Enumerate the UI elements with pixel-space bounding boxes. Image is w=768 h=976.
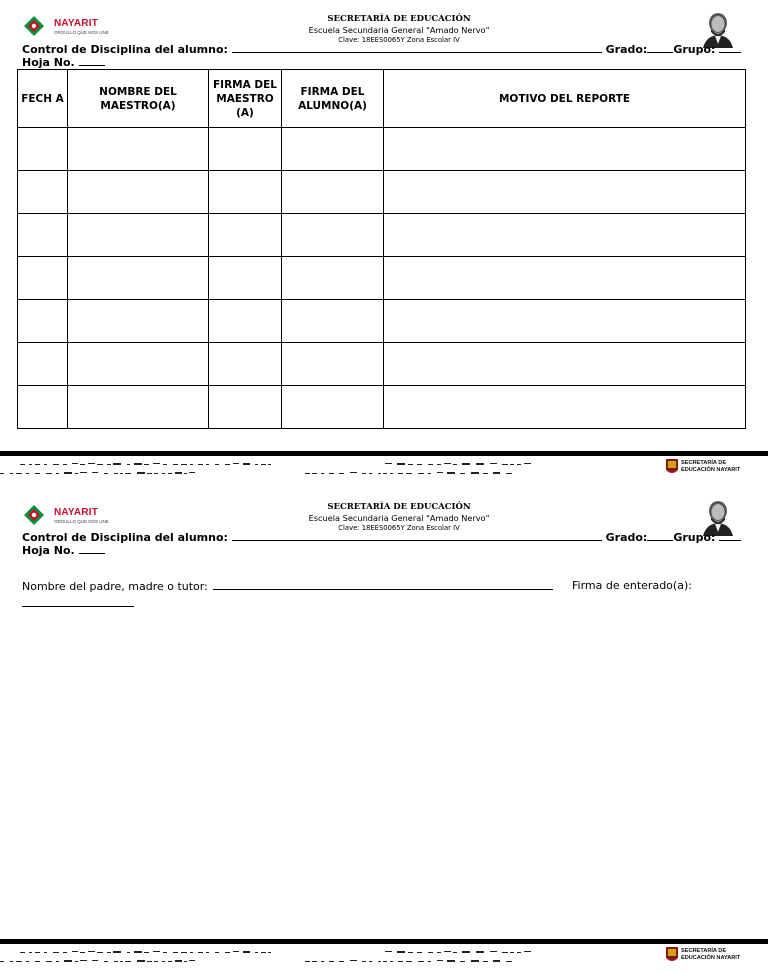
decorative-glyph <box>321 961 324 962</box>
tutor-line <box>22 579 553 593</box>
cell-fecha[interactable] <box>18 128 68 171</box>
decorative-glyph <box>26 473 29 474</box>
cell-fecha[interactable] <box>18 257 68 300</box>
col-header-fecha: FECH A <box>18 70 68 128</box>
decorative-glyph <box>215 952 219 953</box>
decorative-glyph <box>510 952 514 953</box>
decorative-glyph <box>255 952 258 953</box>
decorative-glyph <box>120 473 123 474</box>
hoja-field[interactable] <box>79 543 105 554</box>
decorative-glyph <box>80 960 87 961</box>
decorative-glyph <box>305 473 310 474</box>
decorative-glyph <box>397 951 405 953</box>
cell-motivo[interactable] <box>384 171 746 214</box>
decorative-glyph <box>408 952 413 953</box>
decorative-glyph <box>447 960 455 962</box>
decorative-glyph <box>437 960 443 961</box>
decorative-glyph <box>88 463 95 464</box>
discipline-table <box>17 69 746 429</box>
decorative-glyph <box>385 463 392 464</box>
cell-fecha[interactable] <box>18 171 68 214</box>
decorative-glyph <box>225 952 230 953</box>
decorative-glyph <box>29 952 32 953</box>
decorative-glyph <box>261 464 266 465</box>
firma-enterado-field[interactable] <box>22 606 134 607</box>
decorative-glyph <box>350 960 357 961</box>
decorative-glyph <box>233 951 239 952</box>
secretaria-nayarit-logo <box>666 947 746 965</box>
decorative-glyph <box>305 961 310 962</box>
cell-motivo[interactable] <box>384 343 746 386</box>
decorative-glyph <box>173 464 178 465</box>
decorative-glyph <box>184 961 187 962</box>
decorative-glyph <box>198 952 203 953</box>
decorative-glyph <box>35 473 40 474</box>
cell-maestro[interactable] <box>68 128 209 171</box>
decorative-glyph <box>406 961 412 962</box>
decorative-glyph <box>53 464 59 465</box>
col-header-motivo: MOTIVO DEL REPORTE <box>384 70 746 128</box>
decorative-glyph <box>46 473 52 474</box>
decorative-glyph <box>189 960 195 961</box>
col-header-firma-maestro: FIRMA DEL MAESTRO (A) <box>209 70 282 128</box>
cell-maestro[interactable] <box>68 214 209 257</box>
decorative-glyph <box>268 464 271 465</box>
decorative-glyph <box>80 952 85 953</box>
decorative-glyph <box>418 961 424 962</box>
decorative-glyph <box>56 473 59 474</box>
decorative-glyph <box>506 473 512 474</box>
secretaria-shield-icon <box>666 947 678 964</box>
decorative-glyph <box>398 961 403 962</box>
decorative-glyph <box>72 463 78 464</box>
decorative-glyph <box>233 463 239 464</box>
cell-firma-alumno[interactable] <box>282 128 384 171</box>
decorative-glyph <box>189 472 195 473</box>
footer-decorative-glyphs <box>0 947 560 967</box>
decorative-glyph <box>163 464 167 465</box>
decorative-glyph <box>369 961 372 962</box>
school-name: Escuela Secundaria General "Amado Nervo" <box>308 513 490 523</box>
footer-decorative-glyphs <box>0 459 560 479</box>
decorative-glyph <box>154 961 158 962</box>
decorative-glyph <box>162 473 165 474</box>
decorative-glyph <box>190 952 193 953</box>
decorative-glyph <box>137 472 145 474</box>
cell-fecha[interactable] <box>18 343 68 386</box>
school-clave: Clave: 18EES0065Y Zona Escolar IV <box>338 524 460 532</box>
decorative-glyph <box>378 961 381 962</box>
decorative-glyph <box>490 463 497 464</box>
control-label: Control de Disciplina del alumno: <box>22 43 228 56</box>
cell-firma-alumno[interactable] <box>282 343 384 386</box>
decorative-glyph <box>428 473 431 474</box>
table-row <box>18 300 746 343</box>
decorative-glyph <box>80 472 87 473</box>
hoja-label: Hoja No. <box>22 56 75 69</box>
decorative-glyph <box>428 464 433 465</box>
decorative-glyph <box>97 464 103 465</box>
decorative-glyph <box>0 473 4 474</box>
decorative-glyph <box>162 961 165 962</box>
decorative-glyph <box>29 464 32 465</box>
decorative-glyph <box>206 464 209 465</box>
decorative-glyph <box>506 961 512 962</box>
decorative-glyph <box>339 473 344 474</box>
decorative-glyph <box>362 961 366 962</box>
decorative-glyph <box>493 960 500 962</box>
cell-maestro[interactable] <box>68 386 209 429</box>
decorative-glyph <box>35 952 40 953</box>
decorative-glyph <box>406 473 412 474</box>
decorative-glyph <box>369 473 372 474</box>
decorative-glyph <box>261 952 266 953</box>
decorative-glyph <box>312 961 317 962</box>
decorative-glyph <box>517 952 521 953</box>
decorative-glyph <box>120 961 123 962</box>
decorative-glyph <box>418 473 424 474</box>
control-line <box>22 42 748 56</box>
cell-firma-alumno[interactable] <box>282 300 384 343</box>
cell-firma-alumno[interactable] <box>282 386 384 429</box>
firma-enterado-label: Firma de enterado(a): <box>572 579 692 592</box>
decorative-glyph <box>339 961 344 962</box>
alumno-field[interactable] <box>232 530 602 541</box>
cell-maestro[interactable] <box>68 257 209 300</box>
cell-fecha[interactable] <box>18 300 68 343</box>
decorative-glyph <box>483 961 488 962</box>
decorative-glyph <box>127 464 130 465</box>
decorative-glyph <box>390 473 393 474</box>
cell-firma-alumno[interactable] <box>282 214 384 257</box>
grupo-label: Grupo: <box>673 531 716 544</box>
decorative-glyph <box>10 473 13 474</box>
decorative-glyph <box>63 464 67 465</box>
col-header-maestro: NOMBRE DEL MAESTRO(A) <box>68 70 209 128</box>
decorative-glyph <box>56 961 59 962</box>
decorative-glyph <box>137 960 145 962</box>
page-footer-band <box>0 939 768 965</box>
decorative-glyph <box>444 463 451 464</box>
cell-maestro[interactable] <box>68 171 209 214</box>
decorative-glyph <box>243 951 250 953</box>
cell-motivo[interactable] <box>384 128 746 171</box>
decorative-glyph <box>417 464 422 465</box>
decorative-glyph <box>181 952 187 953</box>
nayarit-logo <box>24 14 114 44</box>
cell-motivo[interactable] <box>384 257 746 300</box>
table-row <box>18 343 746 386</box>
cell-motivo[interactable] <box>384 214 746 257</box>
form-header <box>200 14 598 45</box>
table-row <box>18 214 746 257</box>
table-row <box>18 386 746 429</box>
decorative-glyph <box>104 961 108 962</box>
decorative-glyph <box>329 473 334 474</box>
decorative-glyph <box>444 951 451 952</box>
decorative-glyph <box>471 472 479 474</box>
footer-logo-line2: EDUCACIÓN NAYARIT <box>681 955 741 961</box>
decorative-glyph <box>476 463 484 465</box>
decorative-glyph <box>215 464 219 465</box>
grupo-label: Grupo: <box>673 43 716 56</box>
decorative-glyph <box>144 464 149 465</box>
hoja-line <box>22 55 105 69</box>
decorative-glyph <box>53 952 59 953</box>
decorative-glyph <box>63 952 67 953</box>
decorative-glyph <box>524 951 531 952</box>
hoja-field[interactable] <box>79 55 105 66</box>
decorative-glyph <box>144 952 149 953</box>
cell-maestro[interactable] <box>68 300 209 343</box>
control-label: Control de Disciplina del alumno: <box>22 531 228 544</box>
decorative-glyph <box>312 473 317 474</box>
decorative-glyph <box>476 951 484 953</box>
decorative-glyph <box>80 464 85 465</box>
cell-firma-maestro[interactable] <box>209 257 282 300</box>
decorative-glyph <box>173 952 178 953</box>
decorative-glyph <box>125 961 131 962</box>
cell-fecha[interactable] <box>18 386 68 429</box>
decorative-glyph <box>92 960 98 961</box>
decorative-glyph <box>10 961 13 962</box>
decorative-glyph <box>362 473 366 474</box>
footer-rule <box>0 451 768 456</box>
decorative-glyph <box>483 473 488 474</box>
decorative-glyph <box>383 473 387 474</box>
decorative-glyph <box>447 472 455 474</box>
tutor-label: Nombre del padre, madre o tutor: <box>22 580 208 593</box>
decorative-glyph <box>134 951 142 953</box>
grado-label: Grado: <box>605 531 648 544</box>
decorative-glyph <box>390 961 393 962</box>
nayarit-brand-text: NAYARIT <box>54 18 99 29</box>
decorative-glyph <box>113 951 121 953</box>
control-line <box>22 530 748 544</box>
nayarit-emblem-icon <box>24 16 44 36</box>
decorative-glyph <box>64 960 72 962</box>
cell-firma-maestro[interactable] <box>209 300 282 343</box>
decorative-glyph <box>206 952 209 953</box>
decorative-glyph <box>107 952 111 953</box>
decorative-glyph <box>502 952 508 953</box>
cell-firma-alumno[interactable] <box>282 171 384 214</box>
nayarit-emblem-icon <box>24 505 44 525</box>
decorative-glyph <box>26 961 29 962</box>
decorative-glyph <box>92 472 98 473</box>
table-row <box>18 128 746 171</box>
decorative-glyph <box>46 961 52 962</box>
cell-fecha[interactable] <box>18 214 68 257</box>
decorative-glyph <box>175 472 182 474</box>
decorative-glyph <box>175 960 182 962</box>
decorative-glyph <box>510 464 514 465</box>
decorative-glyph <box>378 473 381 474</box>
grupo-field[interactable] <box>719 530 741 541</box>
decorative-glyph <box>460 473 465 474</box>
decorative-glyph <box>113 463 121 465</box>
decorative-glyph <box>408 464 413 465</box>
decorative-glyph <box>225 464 230 465</box>
school-name: Escuela Secundaria General "Amado Nervo" <box>308 25 490 35</box>
decorative-glyph <box>147 473 152 474</box>
grupo-field[interactable] <box>719 42 741 53</box>
secretaria-title: SECRETARÍA DE EDUCACIÓN <box>327 14 471 24</box>
decorative-glyph <box>437 952 441 953</box>
footer-logo-line2: EDUCACIÓN NAYARIT <box>681 467 741 473</box>
cell-motivo[interactable] <box>384 386 746 429</box>
decorative-glyph <box>329 961 334 962</box>
decorative-glyph <box>181 464 187 465</box>
nayarit-brand-text: NAYARIT <box>54 507 99 518</box>
nayarit-slogan-text: ORGULLO QUE NOS UNE <box>54 30 109 35</box>
decorative-glyph <box>88 951 95 952</box>
cell-motivo[interactable] <box>384 300 746 343</box>
grado-field[interactable] <box>647 530 673 541</box>
decorative-glyph <box>383 961 387 962</box>
decorative-glyph <box>321 473 324 474</box>
decorative-glyph <box>168 473 172 474</box>
tutor-field[interactable] <box>213 579 553 590</box>
decorative-glyph <box>0 961 4 962</box>
secretaria-nayarit-logo <box>666 459 746 477</box>
decorative-glyph <box>437 472 443 473</box>
decorative-glyph <box>385 951 392 952</box>
nayarit-slogan-text: ORGULLO QUE NOS UNE <box>54 519 109 524</box>
col-header-firma-alumno: FIRMA DEL ALUMNO(A) <box>282 70 384 128</box>
school-clave: Clave: 18EES0065Y Zona Escolar IV <box>338 36 460 44</box>
decorative-glyph <box>493 472 500 474</box>
decorative-glyph <box>471 960 479 962</box>
decorative-glyph <box>153 951 160 952</box>
decorative-glyph <box>163 952 167 953</box>
decorative-glyph <box>75 961 78 962</box>
secretaria-shield-icon <box>666 459 678 476</box>
decorative-glyph <box>16 473 22 474</box>
decorative-glyph <box>517 464 521 465</box>
table-header-row <box>18 70 746 128</box>
cell-firma-alumno[interactable] <box>282 257 384 300</box>
decorative-glyph <box>125 473 131 474</box>
cell-maestro[interactable] <box>68 343 209 386</box>
grado-label: Grado: <box>605 43 648 56</box>
decorative-glyph <box>190 464 193 465</box>
nayarit-logo <box>24 503 114 533</box>
cell-firma-maestro[interactable] <box>209 386 282 429</box>
decorative-glyph <box>97 952 103 953</box>
decorative-glyph <box>107 464 111 465</box>
decorative-glyph <box>35 961 40 962</box>
decorative-glyph <box>268 952 271 953</box>
decorative-glyph <box>168 961 172 962</box>
page-footer-band <box>0 451 768 477</box>
decorative-glyph <box>20 952 25 953</box>
decorative-glyph <box>453 952 457 953</box>
decorative-glyph <box>462 463 470 465</box>
decorative-glyph <box>502 464 508 465</box>
decorative-glyph <box>75 473 78 474</box>
decorative-glyph <box>72 951 78 952</box>
decorative-glyph <box>428 952 433 953</box>
decorative-glyph <box>134 463 142 465</box>
hoja-label: Hoja No. <box>22 544 75 557</box>
decorative-glyph <box>350 472 357 473</box>
decorative-glyph <box>243 463 250 465</box>
decorative-glyph <box>417 952 422 953</box>
decorative-glyph <box>44 952 47 953</box>
decorative-glyph <box>184 473 187 474</box>
footer-rule <box>0 939 768 944</box>
decorative-glyph <box>428 961 431 962</box>
decorative-glyph <box>453 464 457 465</box>
decorative-glyph <box>154 473 158 474</box>
decorative-glyph <box>462 951 470 953</box>
alumno-field[interactable] <box>232 42 602 53</box>
decorative-glyph <box>16 961 22 962</box>
table-row <box>18 257 746 300</box>
cell-firma-maestro[interactable] <box>209 128 282 171</box>
decorative-glyph <box>147 961 152 962</box>
form-header <box>200 502 598 533</box>
grado-field[interactable] <box>647 42 673 53</box>
decorative-glyph <box>490 951 497 952</box>
decorative-glyph <box>198 464 203 465</box>
table-body <box>18 128 746 429</box>
decorative-glyph <box>153 463 160 464</box>
decorative-glyph <box>437 464 441 465</box>
decorative-glyph <box>64 472 72 474</box>
footer-logo-line1: SECRETARÍA DE <box>681 948 727 954</box>
decorative-glyph <box>255 464 258 465</box>
decorative-glyph <box>460 961 465 962</box>
decorative-glyph <box>524 463 531 464</box>
footer-logo-line1: SECRETARÍA DE <box>681 460 727 466</box>
secretaria-title: SECRETARÍA DE EDUCACIÓN <box>327 502 471 512</box>
decorative-glyph <box>20 464 25 465</box>
hoja-line <box>22 543 105 557</box>
cell-firma-maestro[interactable] <box>209 214 282 257</box>
decorative-glyph <box>44 464 47 465</box>
cell-firma-maestro[interactable] <box>209 343 282 386</box>
decorative-glyph <box>398 473 403 474</box>
decorative-glyph <box>127 952 130 953</box>
decorative-glyph <box>114 473 118 474</box>
table-row <box>18 171 746 214</box>
decorative-glyph <box>35 464 40 465</box>
cell-firma-maestro[interactable] <box>209 171 282 214</box>
decorative-glyph <box>114 961 118 962</box>
decorative-glyph <box>104 473 108 474</box>
decorative-glyph <box>397 463 405 465</box>
